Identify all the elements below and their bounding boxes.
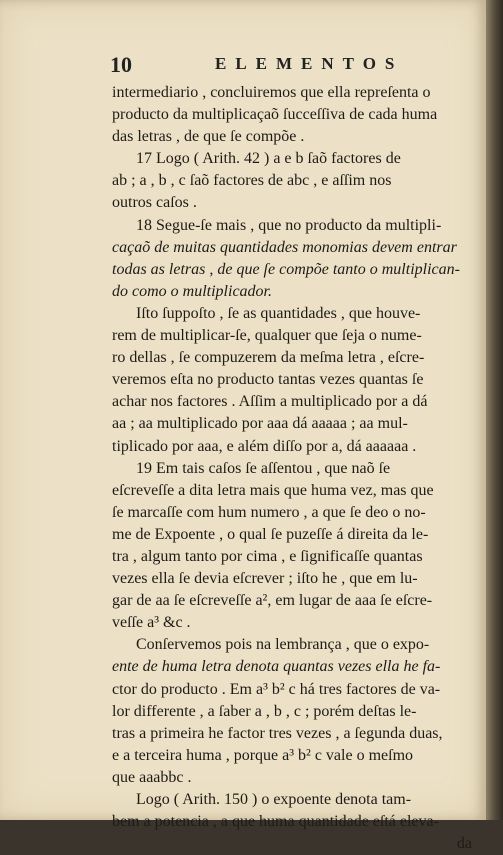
text-line: caçaõ de muitas quantidades monomias devem entrar (112, 238, 457, 256)
text-line: outros caſos . (112, 194, 197, 212)
text-line: intermediario , concluiremos que ella repreſenta o (112, 84, 431, 101)
text-line: lor differente , a ſaber a , b , c ; porém deſtas le- (112, 702, 417, 720)
text-line: Logo ( Arith. 150 ) o expoente denota tam- (136, 791, 412, 808)
body-text (112, 82, 472, 855)
page-header (110, 52, 470, 78)
running-title: ELEMENTOS (215, 54, 404, 73)
text-line: rem de multiplicar-ſe, qualquer que ſeja o nume- (112, 327, 422, 345)
text-line: ab ; a , b , c ſaõ factores de abc , e aſſim nos (112, 172, 392, 190)
text-line: veremos eſta no producto tantas vezes quantas ſe (112, 371, 424, 389)
text-line: todas as letras , de que ſe compõe tanto o multiplican- (112, 260, 460, 278)
page-number: 10 (110, 52, 132, 77)
text-line: tra , algum tanto por cima , e ſignificaſſe quantas (112, 547, 423, 565)
text-line: ctor do producto . Em a³ b² c há tres factores de va- (112, 680, 441, 698)
text-line: e a terceira huma , porque a³ b² c vale o meſmo (112, 746, 414, 764)
page-edge (486, 0, 503, 820)
text-line: Iſto ſuppoſto , ſe as quantidades , que houve- (136, 304, 421, 322)
text-line: do como o multiplicador. (112, 282, 272, 300)
text-line: 18 Segue-ſe mais , que no producto da multipli- (136, 216, 442, 234)
text-line: aa ; aa multiplicado por aaa dá aaaaa ; aa mul- (112, 415, 408, 433)
text-line: Conſervemos pois na lembrança , que o expo- (136, 636, 430, 654)
text-line: me de Expoente , o qual ſe puzeſſe á direita da le- (112, 525, 429, 543)
text-line: tras a primeira he factor tres vezes , a ſegunda duas, (112, 724, 443, 742)
text-line: producto da multiplicaçaõ ſucceſſiva de cada huma (112, 106, 438, 124)
text-line: tiplicado por aaa, e além diſſo por a, dá aaaaaa . (112, 437, 417, 455)
text-line: achar nos factores . Aſſim a multiplicado por a dá (112, 393, 428, 411)
text-line: 19 Em tais caſos ſe aſſentou , que naõ ſe (136, 459, 391, 477)
text-line: veſſe a³ &c . (112, 614, 191, 632)
text-line: 17 Logo ( Arith. 42 ) a e b ſaõ factores de (136, 150, 401, 168)
text-line: eſcreveſſe a dita letra mais que huma vez, mas que (112, 481, 434, 499)
text-line: da (456, 835, 472, 853)
text-line: ſe marcaſſe com hum numero , a que ſe deo o no- (112, 503, 426, 521)
text-line: bem a potencia , a que huma quantidade eſtá eleva- (112, 813, 439, 831)
text-line: ro dellas , ſe compuzerem da meſma letra , eſcre- (112, 349, 425, 367)
text-line: gar de aa ſe eſcreveſſe a², em lugar de aaa ſe eſcre- (112, 592, 433, 610)
text-line: ente de huma letra denota quantas vezes ella he fa- (112, 658, 441, 676)
text-line: vezes ella ſe devia eſcrever ; iſto he , que em lu- (112, 570, 418, 588)
text-line: das letras , de que ſe compõe . (112, 128, 305, 146)
text-line: que aaabbc . (112, 768, 192, 786)
